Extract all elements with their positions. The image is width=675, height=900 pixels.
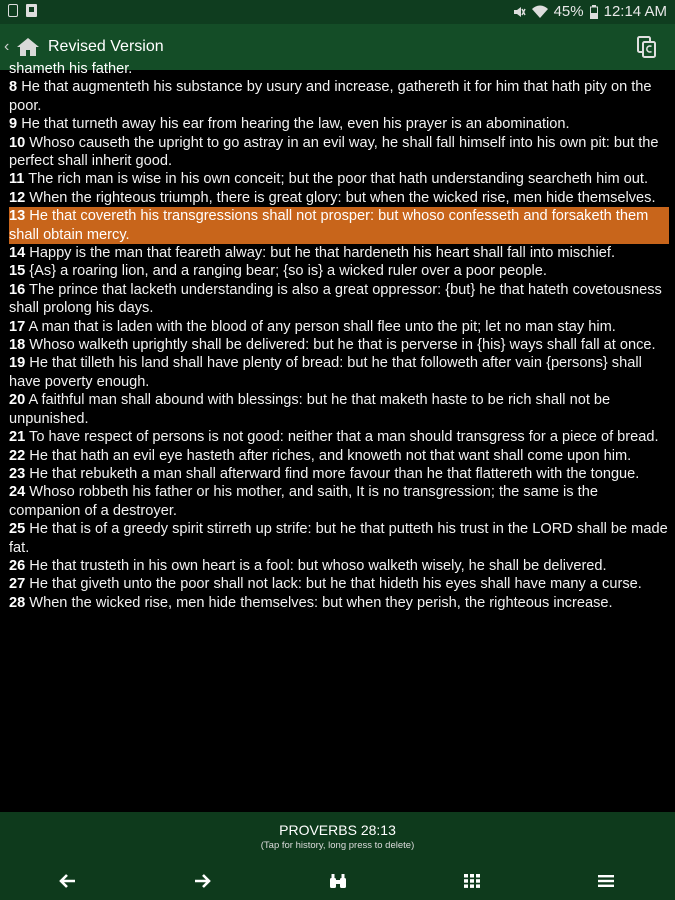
menu-icon <box>598 874 614 888</box>
verse-text: A man that is laden with the blood of any person shall flee unto the pit; let no man stay him. <box>28 318 616 335</box>
sd-card-icon <box>26 4 37 17</box>
verse-text: Whoso walketh uprightly shall be delivered: but he that is perverse in {his} ways shall fall at once. <box>29 337 656 354</box>
verse-number: 11 <box>9 171 25 188</box>
verse-number: 13 <box>9 208 26 225</box>
verse[interactable] <box>9 465 669 483</box>
verse-number: 18 <box>9 337 26 354</box>
verse-number: 15 <box>9 263 26 280</box>
verse-number: 19 <box>9 355 26 372</box>
verse[interactable] <box>9 391 669 428</box>
verse-number: 8 <box>9 79 18 96</box>
arrow-left-icon <box>60 874 76 888</box>
verse[interactable] <box>9 134 669 171</box>
home-icon[interactable] <box>16 37 40 57</box>
verse[interactable] <box>9 78 669 115</box>
grid-icon <box>464 874 480 888</box>
verse-text: To have respect of persons is not good: neither that a man should transgress for a piece of bread. <box>29 429 659 446</box>
next-button[interactable] <box>188 870 216 892</box>
verse-text: Happy is the man that feareth alway: but he that hardeneth his heart shall fall into mischief. <box>29 245 615 262</box>
verse-number: 14 <box>9 245 26 262</box>
wifi-icon <box>532 5 548 19</box>
verse[interactable] <box>9 594 669 612</box>
notification-icon <box>8 4 18 17</box>
verse-text: He that covereth his transgressions shall not prosper: but whoso confesseth and forsaketh them shall obtain mercy. <box>9 208 649 243</box>
menu-button[interactable] <box>592 870 620 892</box>
verse[interactable] <box>9 447 669 465</box>
verse-number: 27 <box>9 576 26 593</box>
verse-text: The prince that lacketh understanding is also a great oppressor: {but} he that hateth covetousness shall prolong his days. <box>9 281 662 317</box>
verse-number: 20 <box>9 392 26 409</box>
back-chevron-icon[interactable]: ‹ <box>4 38 10 55</box>
verse-text: A faithful man shall abound with blessings: but he that maketh haste to be rich shall not be unpunished. <box>9 392 611 427</box>
verse-text: Whoso causeth the upright to go astray in an evil way, he shall fall himself into his own pit: but the perfect shall inherit good. <box>9 134 659 170</box>
verse[interactable] <box>9 354 669 391</box>
copy-icon[interactable] <box>635 35 659 59</box>
verse-text: When the righteous triumph, there is great glory: but when the wicked rise, men hide themselves. <box>29 189 656 206</box>
verse-number: 17 <box>9 318 26 335</box>
verse-text: He that rebuketh a man shall afterward find more favour than he that flattereth with the tongue. <box>29 465 640 482</box>
verse-text: Whoso robbeth his father or his mother, and saith, It is no transgression; the same is the companion of a destroyer. <box>9 484 598 519</box>
app-title: Revised Version <box>48 38 164 55</box>
verse-text: He that hath an evil eye hasteth after riches, and knoweth not that want shall come upon him. <box>29 447 632 464</box>
verse-text: He that tilleth his land shall have plenty of bread: but he that followeth after vain {persons} shall have poverty enough. <box>9 355 642 390</box>
verse-text: He that giveth unto the poor shall not lack: but he that hideth his eyes shall have many a curse. <box>29 576 642 593</box>
verse-number: 26 <box>9 557 26 574</box>
verse-text: He that augmenteth his substance by usury and increase, gathereth it for him that hath pity on the poor. <box>9 79 652 114</box>
clock: 12:14 AM <box>603 3 667 20</box>
verse-number: 9 <box>9 116 18 133</box>
verse[interactable] <box>9 244 669 262</box>
binoculars-icon <box>329 873 347 889</box>
footer-bar <box>0 812 675 900</box>
verse-number: 21 <box>9 429 26 446</box>
verse-text: {As} a roaring lion, and a ranging bear; {so is} a wicked ruler over a poor people. <box>29 263 547 280</box>
search-button[interactable] <box>324 870 352 892</box>
verse[interactable] <box>9 262 669 280</box>
battery-icon <box>590 5 598 19</box>
verse[interactable] <box>9 189 669 207</box>
verse-number: 22 <box>9 447 26 464</box>
verse-number: 10 <box>9 134 26 151</box>
grid-button[interactable] <box>458 870 486 892</box>
verse[interactable] <box>9 170 669 188</box>
verse-text: He that trusteth in his own heart is a fool: but whoso walketh wisely, he shall be delivered. <box>29 557 607 574</box>
verse[interactable] <box>9 318 669 336</box>
verse[interactable] <box>9 575 669 593</box>
verse-reference[interactable]: PROVERBS 28:13 <box>279 822 396 838</box>
verse[interactable] <box>9 281 669 318</box>
partial-verse-line: shameth his father. <box>9 61 133 77</box>
verse[interactable] <box>9 520 669 557</box>
verse-highlighted[interactable] <box>9 207 669 244</box>
mute-icon <box>512 5 526 19</box>
verse-text: The rich man is wise in his own conceit; but the poor that hath understanding searcheth him out. <box>28 171 649 188</box>
verse[interactable] <box>9 336 669 354</box>
verse-text: When the wicked rise, men hide themselves: but when they perish, the righteous increase. <box>29 594 613 611</box>
verse-number: 12 <box>9 189 26 206</box>
verse-number: 23 <box>9 465 26 482</box>
verse-number: 24 <box>9 484 26 501</box>
verse[interactable] <box>9 557 669 575</box>
previous-button[interactable] <box>54 870 82 892</box>
verse-text: He that is of a greedy spirit stirreth up strife: but he that putteth his trust in the LORD shall be made fat. <box>9 521 668 556</box>
verse[interactable] <box>9 483 669 520</box>
verse[interactable] <box>9 115 669 133</box>
verse-list[interactable] <box>0 61 675 812</box>
verse-number: 25 <box>9 521 26 538</box>
reference-hint: (Tap for history, long press to delete) <box>260 840 415 851</box>
verse[interactable] <box>9 428 669 446</box>
status-bar <box>0 0 675 24</box>
verse-number: 16 <box>9 281 26 298</box>
arrow-right-icon <box>194 874 210 888</box>
verse-text: He that turneth away his ear from hearing the law, even his prayer is an abomination. <box>21 116 570 133</box>
battery-percent: 45% <box>553 3 584 20</box>
verse-number: 28 <box>9 594 26 611</box>
